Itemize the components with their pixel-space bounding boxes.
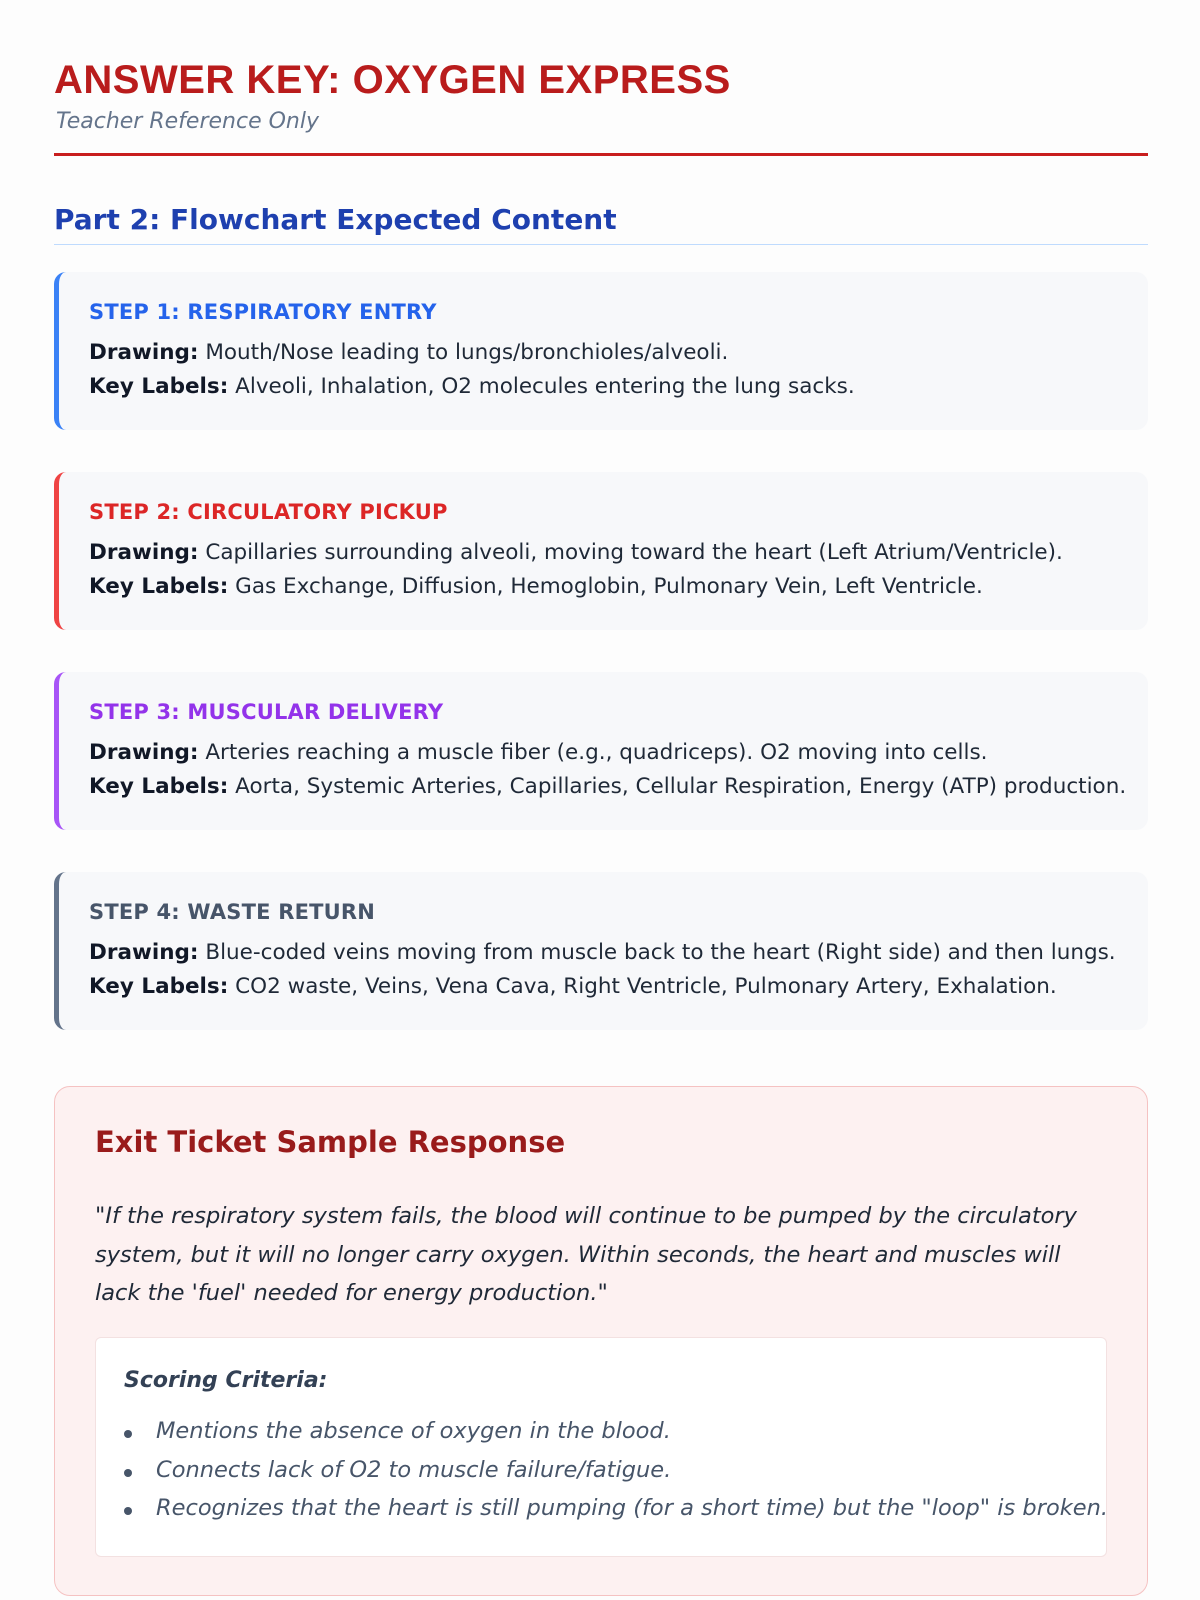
scoring-criteria-list [124,1418,1108,1534]
bullet-icon [124,1430,132,1438]
drawing-text: Blue-coded veins moving from muscle back to the heart (Right side) and then lungs. [205,940,1116,965]
scoring-criteria-box [95,1337,1107,1557]
step-card-4 [54,872,1148,1030]
key-labels-label: Key Labels: [89,374,229,399]
drawing-label: Drawing: [89,340,199,365]
key-labels-label: Key Labels: [89,774,229,799]
criteria-item [124,1418,1108,1457]
step-labels-line [89,974,1057,999]
key-labels-label: Key Labels: [89,974,229,999]
page-subtitle: Teacher Reference Only [56,109,319,134]
criteria-item [124,1495,1108,1534]
criteria-text: Mentions the absence of oxygen in the blood. [156,1418,671,1444]
key-labels-label: Key Labels: [89,574,229,599]
step-labels-line [89,374,855,399]
exit-ticket-box [54,1086,1148,1596]
step-card-1 [54,272,1148,430]
step-drawing-line [89,340,728,365]
section-heading: Part 2: Flowchart Expected Content [54,203,617,236]
drawing-text: Mouth/Nose leading to lungs/bronchioles/alveoli. [205,340,729,365]
drawing-label: Drawing: [89,540,199,565]
criteria-text: Connects lack of O2 to muscle failure/fatigue. [156,1456,672,1483]
step-labels-line [89,774,1126,799]
step-drawing-line [89,540,1063,565]
step-card-2 [54,472,1148,630]
step-drawing-line [89,740,988,765]
step-drawing-line [89,940,1116,965]
page-title: ANSWER KEY: OXYGEN EXPRESS [54,58,731,102]
drawing-text: Capillaries surrounding alveoli, moving toward the heart (Left Atrium/Ventricle). [205,540,1063,565]
key-labels-text: Aorta, Systemic Arteries, Capillaries, Cellular Respiration, Energy (ATP) production. [235,774,1127,799]
drawing-text: Arteries reaching a muscle fiber (e.g., quadriceps). O2 moving into cells. [205,740,988,765]
scoring-criteria-heading: Scoring Criteria: [124,1368,328,1393]
key-labels-text: CO2 waste, Veins, Vena Cava, Right Ventricle, Pulmonary Artery, Exhalation. [235,974,1057,999]
step-title: STEP 1: RESPIRATORY ENTRY [89,300,437,324]
title-divider [54,153,1148,156]
bullet-icon [124,1507,132,1515]
step-title: STEP 3: MUSCULAR DELIVERY [89,700,444,724]
drawing-label: Drawing: [89,940,199,965]
step-title: STEP 4: WASTE RETURN [89,900,376,924]
criteria-text: Recognizes that the heart is still pumping (for a short time) but the "loop" is broken. [156,1495,1108,1521]
step-title: STEP 2: CIRCULATORY PICKUP [89,500,448,524]
key-labels-text: Alveoli, Inhalation, O2 molecules entering the lung sacks. [235,374,855,399]
drawing-label: Drawing: [89,740,199,765]
section-divider [54,244,1148,245]
exit-ticket-heading: Exit Ticket Sample Response [95,1125,566,1159]
key-labels-text: Gas Exchange, Diffusion, Hemoglobin, Pulmonary Vein, Left Ventricle. [235,574,983,599]
step-card-3 [54,672,1148,830]
step-labels-line [89,574,983,599]
criteria-item [124,1457,1108,1496]
sample-response-quote: "If the respiratory system fails, the blood will continue to be pumped by the circulatory system, but it will no longer carry oxygen. Within seconds, the heart and muscles will lack the 'fuel' needed for energy production." [95,1203,1077,1306]
bullet-icon [124,1469,132,1477]
